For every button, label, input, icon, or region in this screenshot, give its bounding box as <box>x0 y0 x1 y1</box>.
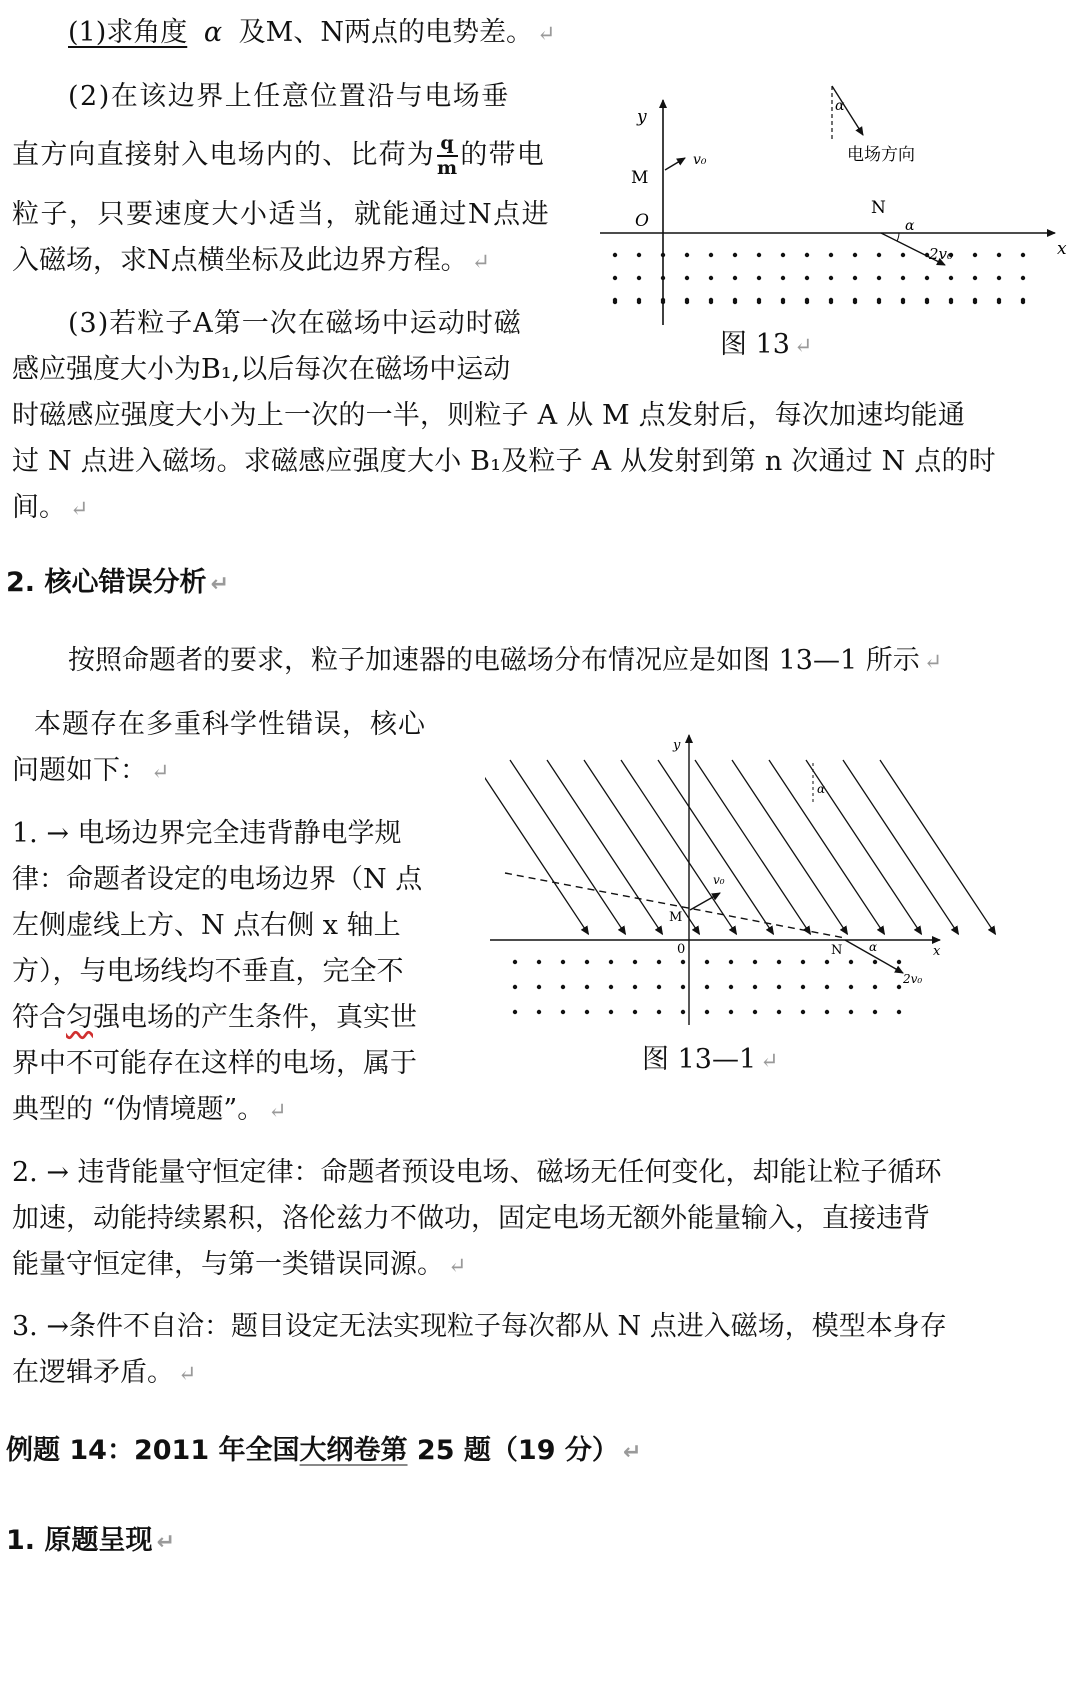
field-dot <box>657 985 661 989</box>
origin-label: O <box>635 211 649 231</box>
velocity-label-v0: v₀ <box>693 152 707 168</box>
question-1-label: (1)求角度 <box>68 17 188 48</box>
field-dot <box>637 276 641 280</box>
figure-13-1-caption-text: 图 13—1 <box>642 1044 757 1075</box>
field-dot <box>757 276 761 280</box>
intro-line <box>68 641 942 683</box>
field-dot <box>609 985 613 989</box>
field-dot <box>757 253 761 257</box>
field-dot <box>685 298 689 302</box>
question-2-line-2 <box>12 134 545 178</box>
field-dot <box>997 253 1001 257</box>
charge-mass-ratio <box>437 134 458 178</box>
field-dot <box>705 985 709 989</box>
field-dot <box>685 253 689 257</box>
question-1-text: 及M、N两点的电势差。 <box>238 17 533 48</box>
spellcheck-word: 匀 <box>66 1002 93 1033</box>
error-1-text-7: 典型的 “伪情境题”。 <box>12 1094 265 1125</box>
electric-field-line <box>485 760 589 934</box>
field-dot <box>585 985 589 989</box>
field-dot <box>1021 253 1025 257</box>
point-n-label: N <box>871 198 886 218</box>
field-dot <box>781 253 785 257</box>
field-dot <box>805 253 809 257</box>
field-dot <box>877 298 881 302</box>
electric-field-line <box>880 760 996 934</box>
y-axis-label: y <box>637 107 647 127</box>
electric-field-line <box>843 760 959 934</box>
magnetic-field-dots <box>613 253 1025 304</box>
field-dot <box>901 253 905 257</box>
field-alpha-label: α <box>817 782 826 796</box>
field-dot <box>537 960 541 964</box>
question-3-line-3: 时磁感应强度大小为上一次的一半，则粒子 A 从 M 点发射后，每次加速均能通 <box>12 400 966 431</box>
field-dot <box>705 960 709 964</box>
field-dot <box>781 276 785 280</box>
field-dot <box>753 985 757 989</box>
field-dot <box>609 1010 613 1014</box>
field-dot <box>853 276 857 280</box>
field-dot <box>1021 276 1025 280</box>
field-dot <box>897 1010 901 1014</box>
paragraph-mark-icon: ↵ <box>536 22 556 47</box>
figure-13-caption-text: 图 13 <box>720 329 790 360</box>
field-dot <box>829 276 833 280</box>
lead-line-2 <box>12 751 169 793</box>
section-2-heading-text: 2. 核心错误分析 <box>6 567 207 598</box>
paragraph-mark-icon: ↵ <box>178 1362 197 1387</box>
question-2-line-3: 粒子，只要速度大小适当，就能通过N点进 <box>12 199 551 230</box>
field-dot <box>801 1010 805 1014</box>
x-axis-label: x <box>933 944 941 959</box>
velocity-label-v0: v₀ <box>713 873 725 887</box>
example-14-heading-c: 25 题（19 分） <box>407 1435 619 1466</box>
intro-text: 按照命题者的要求，粒子加速器的电磁场分布情况应是如图 13—1 所示 <box>68 645 920 676</box>
question-3-line-1: (3)若粒子A第一次在磁场中运动时磁 <box>68 308 522 339</box>
field-dot <box>949 276 953 280</box>
fraction-denominator: m <box>437 157 459 179</box>
error-1-line-4: 方），与电场线均不垂直，完全不 <box>12 956 404 987</box>
field-dot <box>825 985 829 989</box>
point-m-label: M <box>631 168 649 188</box>
field-dot <box>801 960 805 964</box>
field-dot <box>733 298 737 302</box>
field-dot <box>513 1010 517 1014</box>
paragraph-mark-icon: ↵ <box>448 1254 467 1279</box>
field-dot <box>681 960 685 964</box>
alpha-symbol: α <box>203 17 223 48</box>
magnetic-field-dots <box>513 960 901 1014</box>
field-dot <box>873 960 877 964</box>
fraction-numerator: q <box>437 134 458 157</box>
question-2-text-a: 直方向直接射入电场内的、比荷为 <box>12 139 435 171</box>
field-dot <box>537 985 541 989</box>
field-dot <box>729 1010 733 1014</box>
field-dot <box>829 253 833 257</box>
field-dot <box>873 1010 877 1014</box>
section-3-heading-text: 1. 原题呈现 <box>6 1525 153 1556</box>
field-dot <box>637 298 641 302</box>
field-dot <box>753 1010 757 1014</box>
field-dot <box>825 960 829 964</box>
point-n-label: N <box>831 943 843 958</box>
field-dot <box>733 276 737 280</box>
field-boundary-dashed <box>505 873 845 938</box>
field-dot <box>561 985 565 989</box>
paragraph-mark-icon: ↵ <box>70 497 89 522</box>
field-dot <box>901 298 905 302</box>
paragraph-mark-icon: ↵ <box>151 760 170 785</box>
n-alpha-label: α <box>869 940 878 954</box>
error-2-text-3: 能量守恒定律，与第一类错误同源。 <box>12 1249 444 1280</box>
field-dot <box>681 985 685 989</box>
error-3-text-2: 在逻辑矛盾。 <box>12 1357 174 1388</box>
field-dot <box>853 298 857 302</box>
paragraph-mark-icon: ↵ <box>156 1530 175 1555</box>
field-dot <box>777 1010 781 1014</box>
field-dot <box>613 253 617 257</box>
point-m-label: M <box>669 910 683 925</box>
error-1-line-1: 1. → 电场边界完全违背静电学规 <box>12 818 402 849</box>
error-2-line-1: 2. → 违背能量守恒定律：命题者预设电场、磁场无任何变化，却能让粒子循环 <box>12 1157 942 1188</box>
field-dot <box>925 276 929 280</box>
error-2-line-2: 加速，动能持续累积，洛伦兹力不做功，固定电场无额外能量输入，直接违背 <box>12 1203 930 1234</box>
field-dot <box>685 276 689 280</box>
field-dot <box>657 1010 661 1014</box>
field-dot <box>897 960 901 964</box>
figure-13-caption <box>720 322 812 361</box>
error-1-line-3: 左侧虚线上方、N 点右侧 x 轴上 <box>12 910 401 941</box>
field-dot <box>849 985 853 989</box>
field-dot <box>973 298 977 302</box>
example-14-heading-b: 大纲卷第 <box>299 1435 408 1466</box>
field-direction-label: 电场方向 <box>847 145 915 165</box>
field-dot <box>633 960 637 964</box>
field-dot <box>849 960 853 964</box>
example-14-heading <box>6 1431 641 1473</box>
question-1-line <box>68 13 555 55</box>
field-dot <box>997 298 1001 302</box>
field-dot <box>801 985 805 989</box>
field-dot <box>973 276 977 280</box>
field-dot <box>757 298 761 302</box>
paragraph-mark-icon: ↵ <box>793 334 813 359</box>
paragraph-mark-icon: ↵ <box>210 572 229 597</box>
field-dot <box>613 276 617 280</box>
question-3-text-5: 间。 <box>12 492 66 523</box>
n-alpha-label: α <box>905 218 915 234</box>
field-dot <box>873 985 877 989</box>
field-dot <box>777 960 781 964</box>
velocity-label-2v0: 2v₀ <box>929 245 954 263</box>
figure-13-diagram <box>595 80 1070 335</box>
field-dot <box>901 276 905 280</box>
section-2-heading <box>6 563 229 605</box>
field-dot <box>681 1010 685 1014</box>
field-dot <box>537 1010 541 1014</box>
field-dot <box>849 1010 853 1014</box>
field-dot <box>513 960 517 964</box>
field-dot <box>513 985 517 989</box>
electric-field-line <box>621 760 737 934</box>
field-dot <box>925 298 929 302</box>
question-2-text-b: 的带电 <box>460 139 545 171</box>
electric-field-line <box>584 760 700 934</box>
field-dot <box>561 960 565 964</box>
electric-field-line <box>658 760 774 934</box>
section-3-heading <box>6 1521 175 1563</box>
error-1-text-5a: 符合 <box>12 1002 66 1033</box>
paragraph-mark-icon: ↵ <box>622 1440 642 1465</box>
example-14-heading-a: 例题 14：2011 年全国 <box>6 1435 300 1466</box>
error-1-line-2: 律：命题者设定的电场边界（N 点 <box>12 864 423 895</box>
question-2-text-4: 入磁场，求N点横坐标及此边界方程。 <box>12 245 468 276</box>
field-dot <box>877 253 881 257</box>
field-dot <box>897 985 901 989</box>
field-dot <box>729 960 733 964</box>
x-axis-label: x <box>1057 239 1067 259</box>
figure-13-1-caption <box>642 1037 779 1076</box>
field-dot <box>805 298 809 302</box>
field-dot <box>633 1010 637 1014</box>
electric-field-line <box>732 760 848 934</box>
field-dot <box>709 253 713 257</box>
y-axis-label: y <box>673 738 681 753</box>
field-dot <box>997 276 1001 280</box>
field-dot <box>825 1010 829 1014</box>
error-3-line-1: 3. →条件不自洽：题目设定无法实现粒子每次都从 N 点进入磁场，模型本身存 <box>12 1311 947 1342</box>
question-3-line-4: 过 N 点进入磁场。求磁感应强度大小 B₁及粒子 A 从发射到第 n 次通过 N 点的时 <box>12 446 996 477</box>
lead-text-2: 问题如下： <box>12 755 147 786</box>
field-dot <box>609 960 613 964</box>
question-2-line-1: (2)在该边界上任意位置沿与电场垂 <box>68 81 510 112</box>
field-dot <box>729 985 733 989</box>
lead-line-1: 本题存在多重科学性错误，核心 <box>34 709 426 740</box>
field-dot <box>805 276 809 280</box>
error-1-line-6: 界中不可能存在这样的电场，属于 <box>12 1048 417 1079</box>
field-dot <box>853 253 857 257</box>
question-2-line-4 <box>12 241 490 283</box>
field-dot <box>709 298 713 302</box>
field-dot <box>777 985 781 989</box>
error-2-line-3 <box>12 1245 466 1287</box>
electric-field-line <box>510 760 626 934</box>
field-dot <box>705 1010 709 1014</box>
field-dot <box>657 960 661 964</box>
field-dot <box>613 298 617 302</box>
paragraph-mark-icon: ↵ <box>268 1099 287 1124</box>
field-dot <box>829 298 833 302</box>
electric-field-line <box>769 760 885 934</box>
error-1-line-7 <box>12 1090 287 1132</box>
question-3-line-2: 感应强度大小为B₁,以后每次在磁场中运动 <box>12 354 511 385</box>
field-dot <box>753 960 757 964</box>
velocity-arrow-m <box>665 158 685 170</box>
paragraph-mark-icon: ↵ <box>471 250 491 275</box>
field-dot <box>1021 298 1025 302</box>
field-alpha-label: α <box>835 98 845 114</box>
error-1-text-5c: 强电场的产生条件，真实世 <box>93 1002 417 1033</box>
electric-field-line <box>695 760 811 934</box>
paragraph-mark-icon: ↵ <box>760 1049 779 1074</box>
error-3-line-2 <box>12 1353 196 1395</box>
field-dot <box>585 960 589 964</box>
field-dot <box>709 276 713 280</box>
question-3-line-5 <box>12 488 88 530</box>
field-dot <box>973 253 977 257</box>
velocity-label-2v0: 2v₀ <box>903 972 923 986</box>
field-dot <box>637 253 641 257</box>
field-dot <box>781 298 785 302</box>
field-dot <box>733 253 737 257</box>
field-dot <box>877 276 881 280</box>
electric-field-line <box>547 760 663 934</box>
origin-label: 0 <box>677 942 686 957</box>
figure-13-1-diagram <box>485 725 1045 1040</box>
paragraph-mark-icon: ↵ <box>923 650 943 675</box>
electric-field-lines <box>485 760 996 934</box>
field-dot <box>949 298 953 302</box>
field-dot <box>585 1010 589 1014</box>
error-1-line-5 <box>12 998 417 1038</box>
field-dot <box>633 985 637 989</box>
field-dot <box>561 1010 565 1014</box>
